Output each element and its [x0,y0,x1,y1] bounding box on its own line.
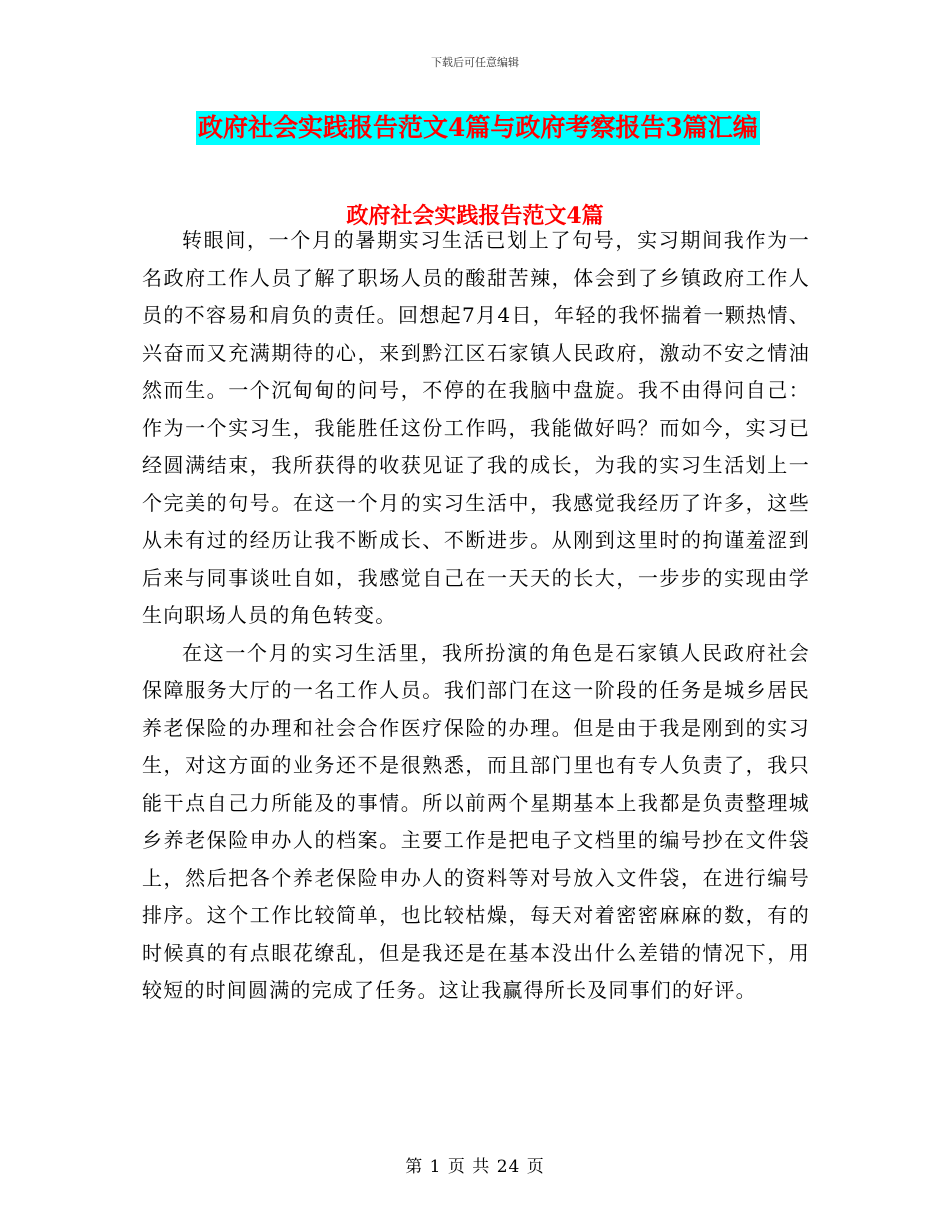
section-title: 政府社会实践报告范文4篇 [346,203,604,229]
main-title: 政府社会实践报告范文4篇与政府考察报告3篇汇编 [196,111,760,145]
page-number: 第 1 页 共 24 页 [405,1157,545,1177]
body-text [142,222,810,1010]
header-note: 下载后可任意编辑 [431,56,519,69]
paragraph-1: 转眼间，一个月的暑期实习生活已划上了句号，实习期间我作为一名政府工作人员了解了职场人员的酸甜苦辣，体会到了乡镇政府工作人员的不容易和肩负的责任。回想起7月4日，年轻的我怀揣着一颗热情、兴奋而又充满期待的心，来到黔江区石家镇人民政府，激动不安之情油然而生。一个沉甸甸的问号，不停的在我脑中盘旋。我不由得问自己：作为一个实习生，我能胜任这份工作吗，我能做好吗？而如今，实习已经圆满结束，我所获得的收获见证了我的成长，为我的实习生活划上一个完美的句号。在这一个月的实习生活中，我感觉我经历了许多，这些从未有过的经历让我不断成长、不断进步。从刚到这里时的拘谨羞涩到后来与同事谈吐自如，我感觉自己在一天天的长大，一步步的实现由学生向职场人员的角色转变。 [142,228,810,627]
paragraph-2: 在这一个月的实习生活里，我所扮演的角色是石家镇人民政府社会保障服务大厅的一名工作人员。我们部门在这一阶段的任务是城乡居民养老保险的办理和社会合作医疗保险的办理。但是由于我是刚到的实习生，对这方面的业务还不是很熟悉，而且部门里也有专人负责了，我只能干点自己力所能及的事情。所以前两个星期基本上我都是负责整理城乡养老保险申办人的档案。主要工作是把电子文档里的编号抄在文件袋上，然后把各个养老保险申办人的资料等对号放入文件袋，在进行编号排序。这个工作比较简单，也比较枯燥，每天对着密密麻麻的数，有的时候真的有点眼花缭乱，但是我还是在基本没出什么差错的情况下，用较短的时间圆满的完成了任务。这让我赢得所长及同事们的好评。 [142,640,810,1002]
